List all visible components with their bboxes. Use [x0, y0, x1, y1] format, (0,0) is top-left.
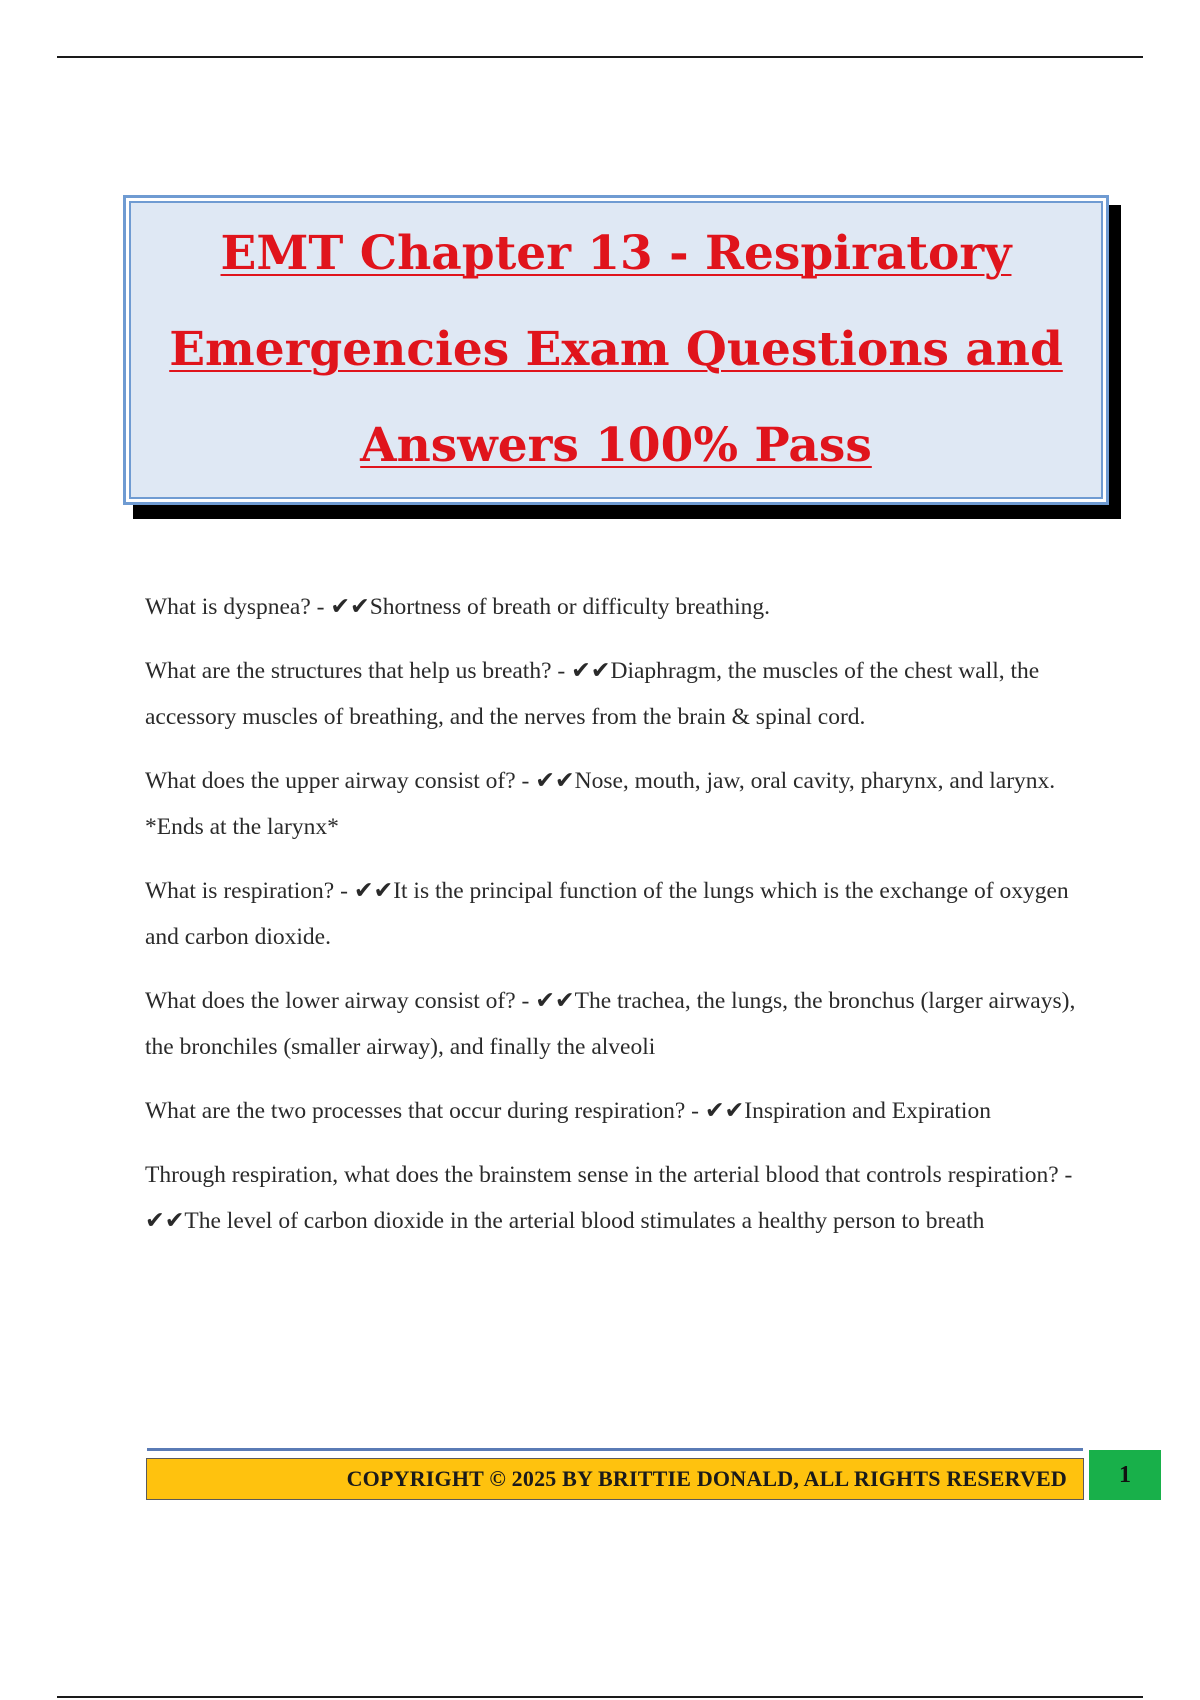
- bottom-divider: [57, 1696, 1143, 1698]
- qa-item: What are the structures that help us breath? - ✔✔Diaphragm, the muscles of the chest wall, the accessory muscles of breathing, and the nerves from the brain & spinal cord.: [145, 658, 1040, 730]
- copyright-text: COPYRIGHT © 2025 BY BRITTIE DONALD, ALL RIGHTS RESERVED: [346, 1466, 1067, 1491]
- qa-item: What does the lower airway consist of? - ✔✔The trachea, the lungs, the bronchus (larger airways), the bronchiles (smaller airway), and finally the alveoli: [145, 988, 1076, 1060]
- qa-item: What does the upper airway consist of? - ✔✔Nose, mouth, jaw, oral cavity, pharynx, and larynx. *Ends at the larynx*: [145, 768, 1056, 840]
- title-box: [123, 195, 1109, 505]
- qa-item: What are the two processes that occur during respiration? - ✔✔Inspiration and Expiration: [145, 1098, 991, 1124]
- qa-item: Through respiration, what does the brainstem sense in the arterial blood that controls respiration? - ✔✔The level of carbon dioxide in the arterial blood stimulates a healthy person to breath: [145, 1162, 1073, 1234]
- qa-item: What is dyspnea? - ✔✔Shortness of breath or difficulty breathing.: [145, 594, 770, 620]
- copyright-bar: [146, 1458, 1084, 1500]
- qa-item: What is respiration? - ✔✔It is the principal function of the lungs which is the exchange of oxygen and carbon dioxide.: [145, 878, 1069, 950]
- document-title: EMT Chapter 13 - Respiratory Emergencies Exam Questions and Answers 100% Pass: [169, 226, 1063, 473]
- footer-divider: [147, 1448, 1083, 1451]
- qa-list: [145, 584, 1095, 1262]
- page-number: 1: [1089, 1450, 1161, 1500]
- top-divider: [57, 56, 1143, 58]
